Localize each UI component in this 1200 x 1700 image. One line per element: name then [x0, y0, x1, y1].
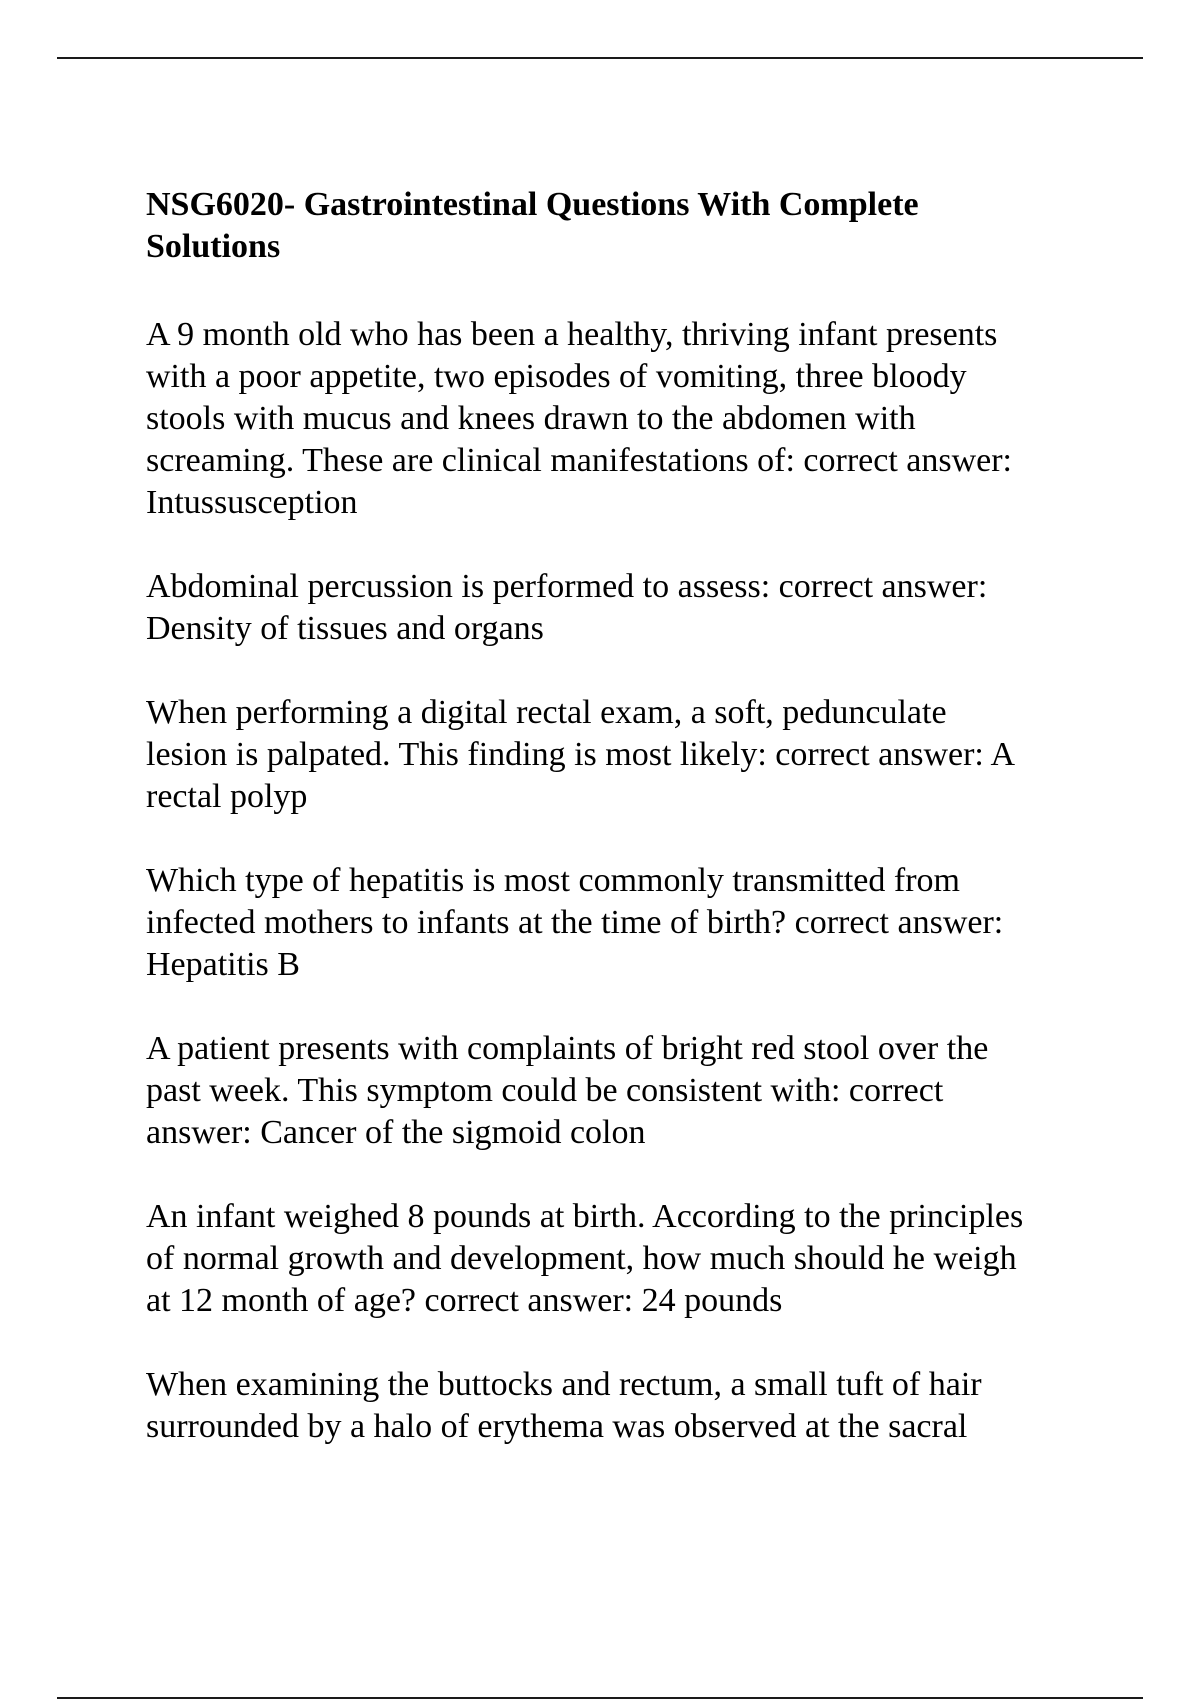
document-title: NSG6020- Gastrointestinal Questions With Complete Solutions	[146, 186, 919, 265]
qa-entry-7: When examining the buttocks and rectum, a small tuft of hair surrounded by a halo of erythema was observed at the sacral	[146, 1366, 982, 1445]
bottom-divider	[57, 1697, 1143, 1699]
qa-entry-2: Abdominal percussion is performed to assess: correct answer: Density of tissues and organs	[146, 568, 988, 647]
qa-entry-6: An infant weighed 8 pounds at birth. According to the principles of normal growth and development, how much should he weigh at 12 month of age? correct answer: 24 pounds	[146, 1198, 1024, 1319]
document-body	[146, 184, 1106, 1490]
qa-entry-3: When performing a digital rectal exam, a soft, pedunculate lesion is palpated. This finding is most likely: correct answer: A rectal polyp	[146, 694, 1016, 815]
qa-entry-5: A patient presents with complaints of bright red stool over the past week. This symptom could be consistent with: correct answer: Cancer of the sigmoid colon	[146, 1030, 989, 1151]
top-divider	[57, 57, 1143, 59]
qa-entry-1: A 9 month old who has been a healthy, thriving infant presents with a poor appetite, two episodes of vomiting, three bloody stools with mucus and knees drawn to the abdomen with screaming. These are clinical manifestations of: correct answer: Intussusception	[146, 316, 1013, 521]
qa-entry-4: Which type of hepatitis is most commonly transmitted from infected mothers to infants at the time of birth? correct answer: Hepatitis B	[146, 862, 1004, 983]
